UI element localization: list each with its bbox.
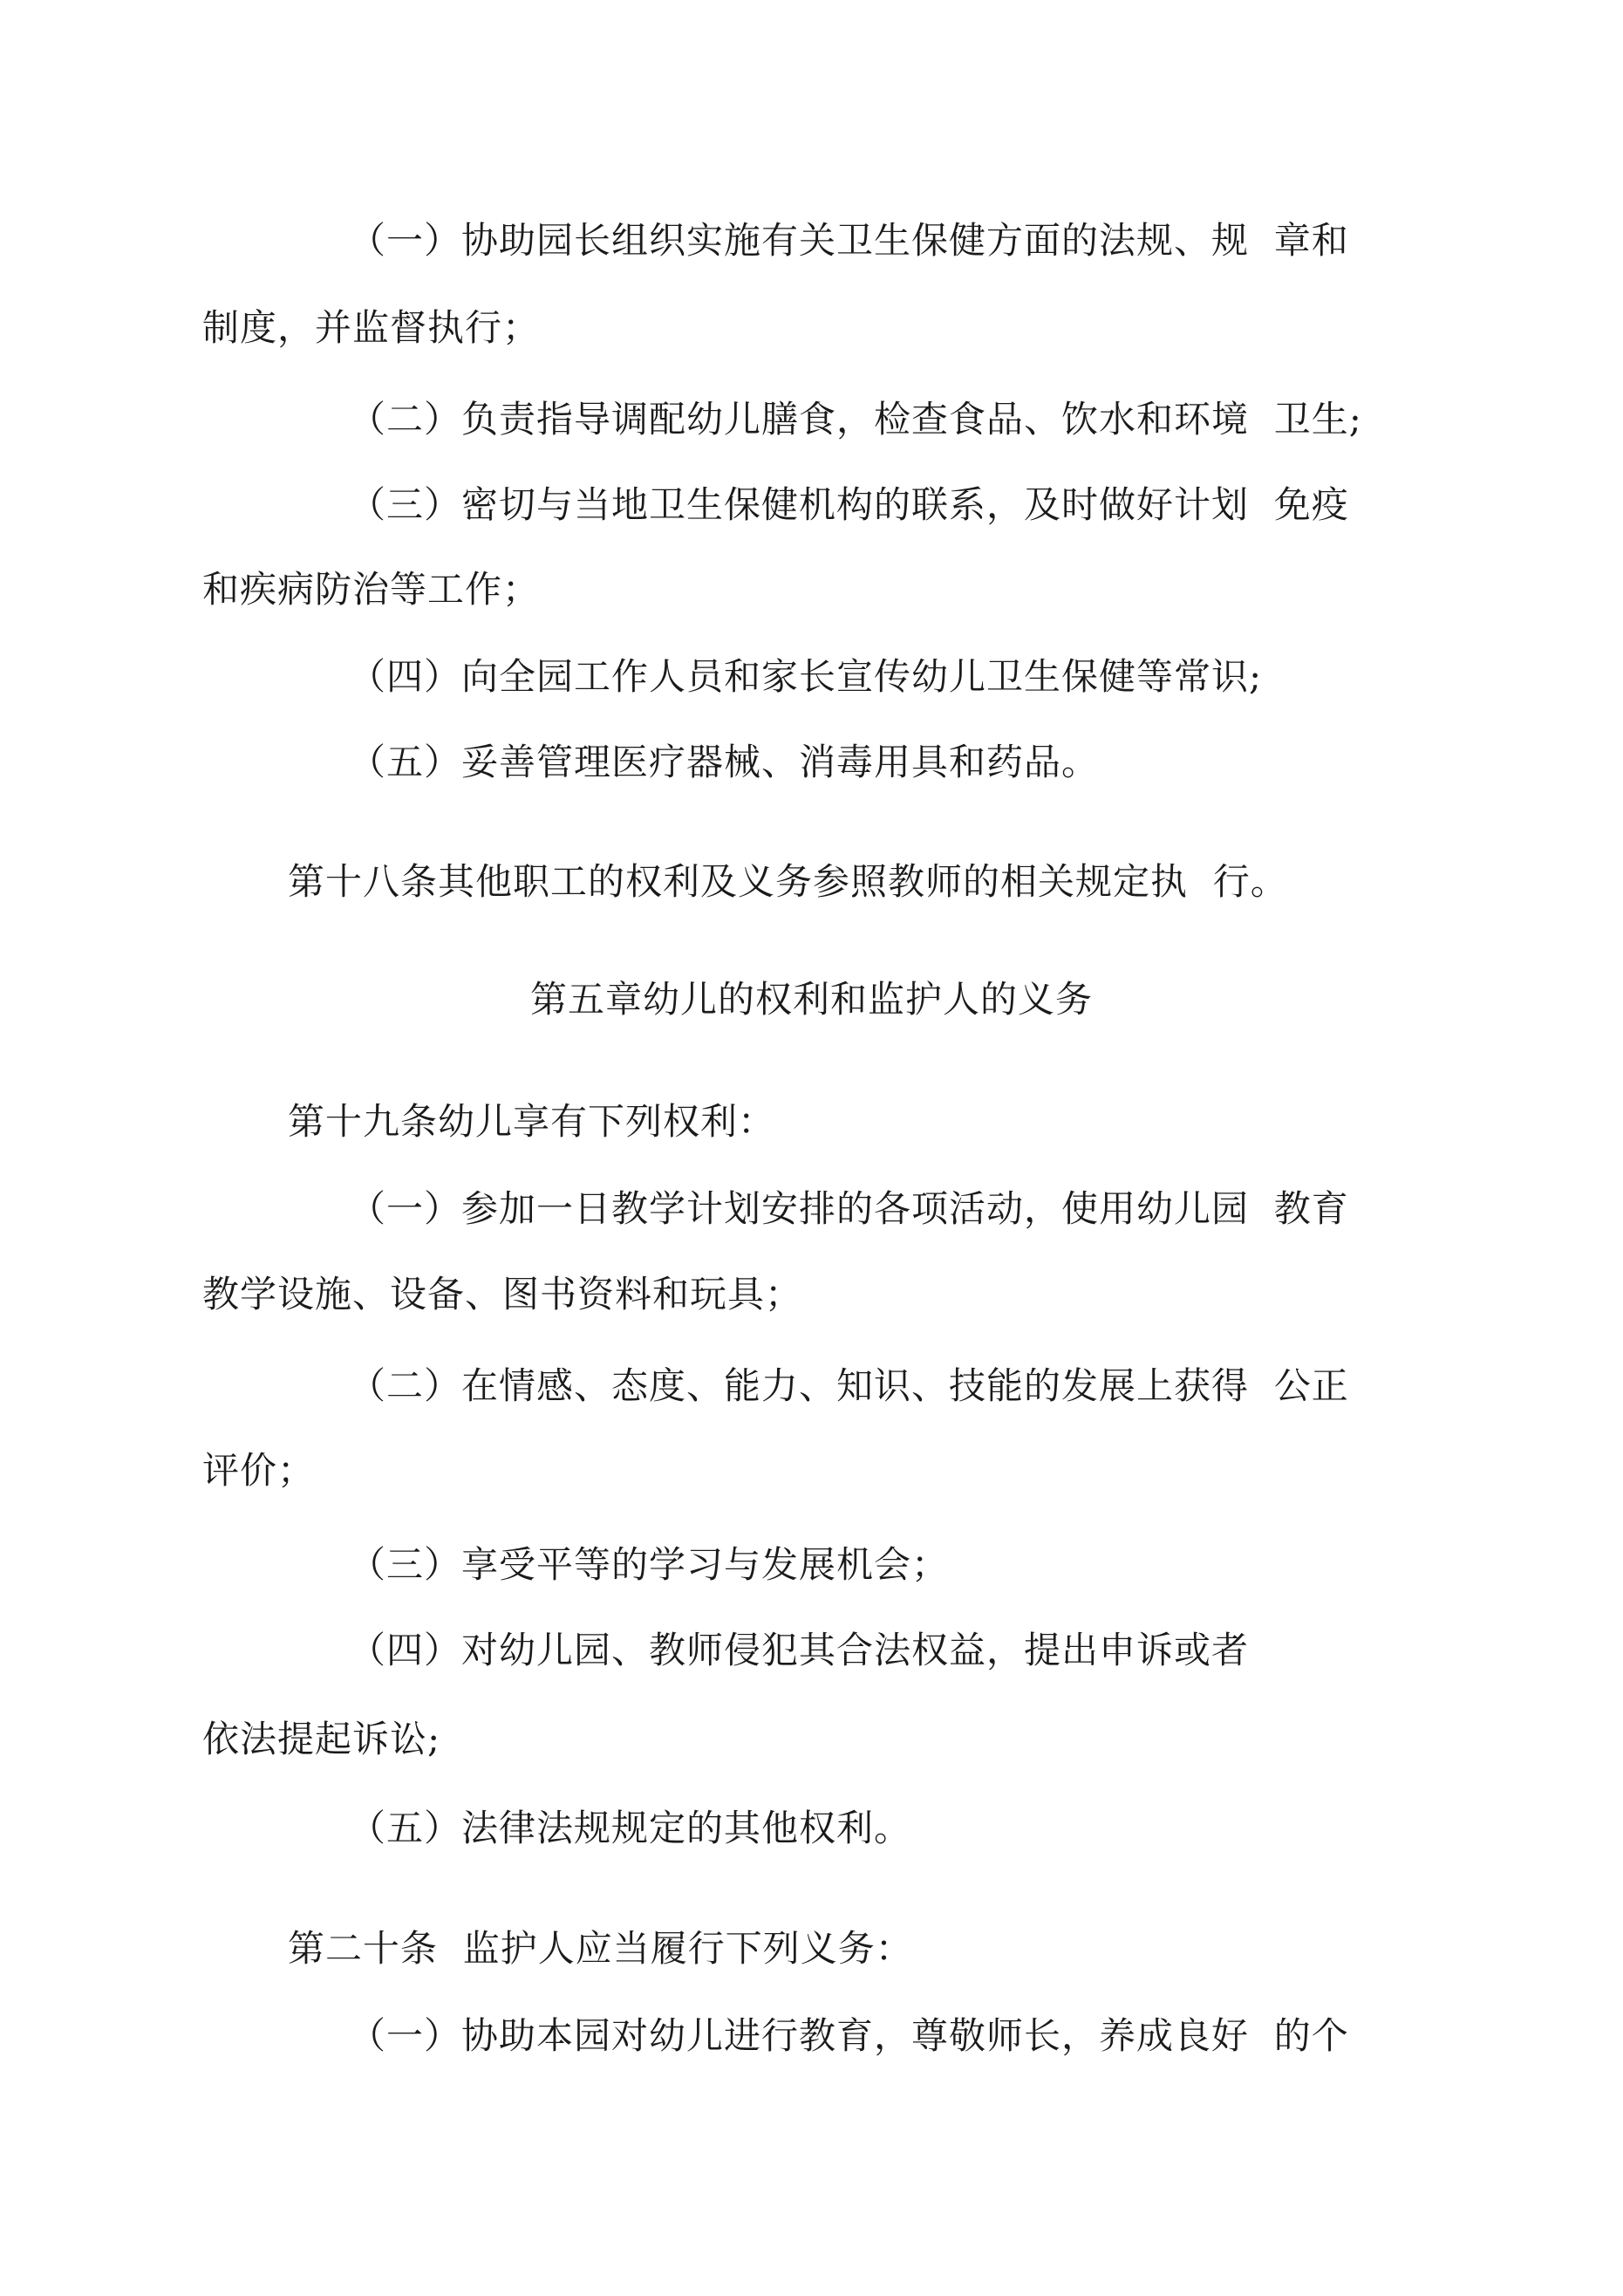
article-20: 第二十条 监护人应当履行下列义务： <box>288 1927 913 1970</box>
clause-3-line-2: 和疾病防治等工作； <box>202 568 541 611</box>
right-1-line-2: 教学设施、设备、图书资料和玩具； <box>202 1273 803 1315</box>
right-2-line-2: 评价； <box>202 1449 316 1492</box>
clause-4-line: （四）向全园工作人员和家长宣传幼儿卫生保健等常识; <box>349 655 1263 698</box>
right-1-line-1: （一）参加一日教学计划安排的各项活动，使用幼儿园 教育 <box>349 1187 1349 1230</box>
article-19: 第十九条幼儿享有下列权利： <box>288 1100 776 1143</box>
clause-3-line-1: （三）密切与当地卫生保健机构的联系，及时做好计划 免疫 <box>349 483 1349 526</box>
right-4-line-1: （四）对幼儿园、教师侵犯其合法权益，提出申诉或者 <box>349 1629 1250 1671</box>
clause-1-line-2: 制度，并监督执行； <box>202 306 541 349</box>
right-4-line-2: 依法提起诉讼; <box>202 1718 441 1760</box>
duty-1-line-1: （一）协助本园对幼儿进行教育，尊敬师长，养成良好 的个 <box>349 2014 1349 2057</box>
right-5-line: （五）法律法规规定的其他权利。 <box>349 1807 912 1849</box>
right-2-line-1: （二）在情感、态度、能力、知识、技能的发展上获得 公正 <box>349 1364 1349 1407</box>
right-3-line: （三）享受平等的学习与发展机会； <box>349 1543 950 1586</box>
article-18: 第十八条其他职工的权利及义务参照教师的相关规定执 行。 <box>288 860 1288 903</box>
clause-1-line-1: （一）协助园长组织实施有关卫生保健方面的法规、规 章和 <box>349 219 1349 262</box>
chapter-5-heading: 第五章幼儿的权利和监护人的义务 <box>529 978 1093 1021</box>
clause-2-line: （二）负责指导调配幼儿膳食，检查食品、饮水和环境 卫生; <box>349 398 1362 441</box>
clause-5-line: （五）妥善管理医疗器械、消毒用具和药品。 <box>349 741 1100 783</box>
